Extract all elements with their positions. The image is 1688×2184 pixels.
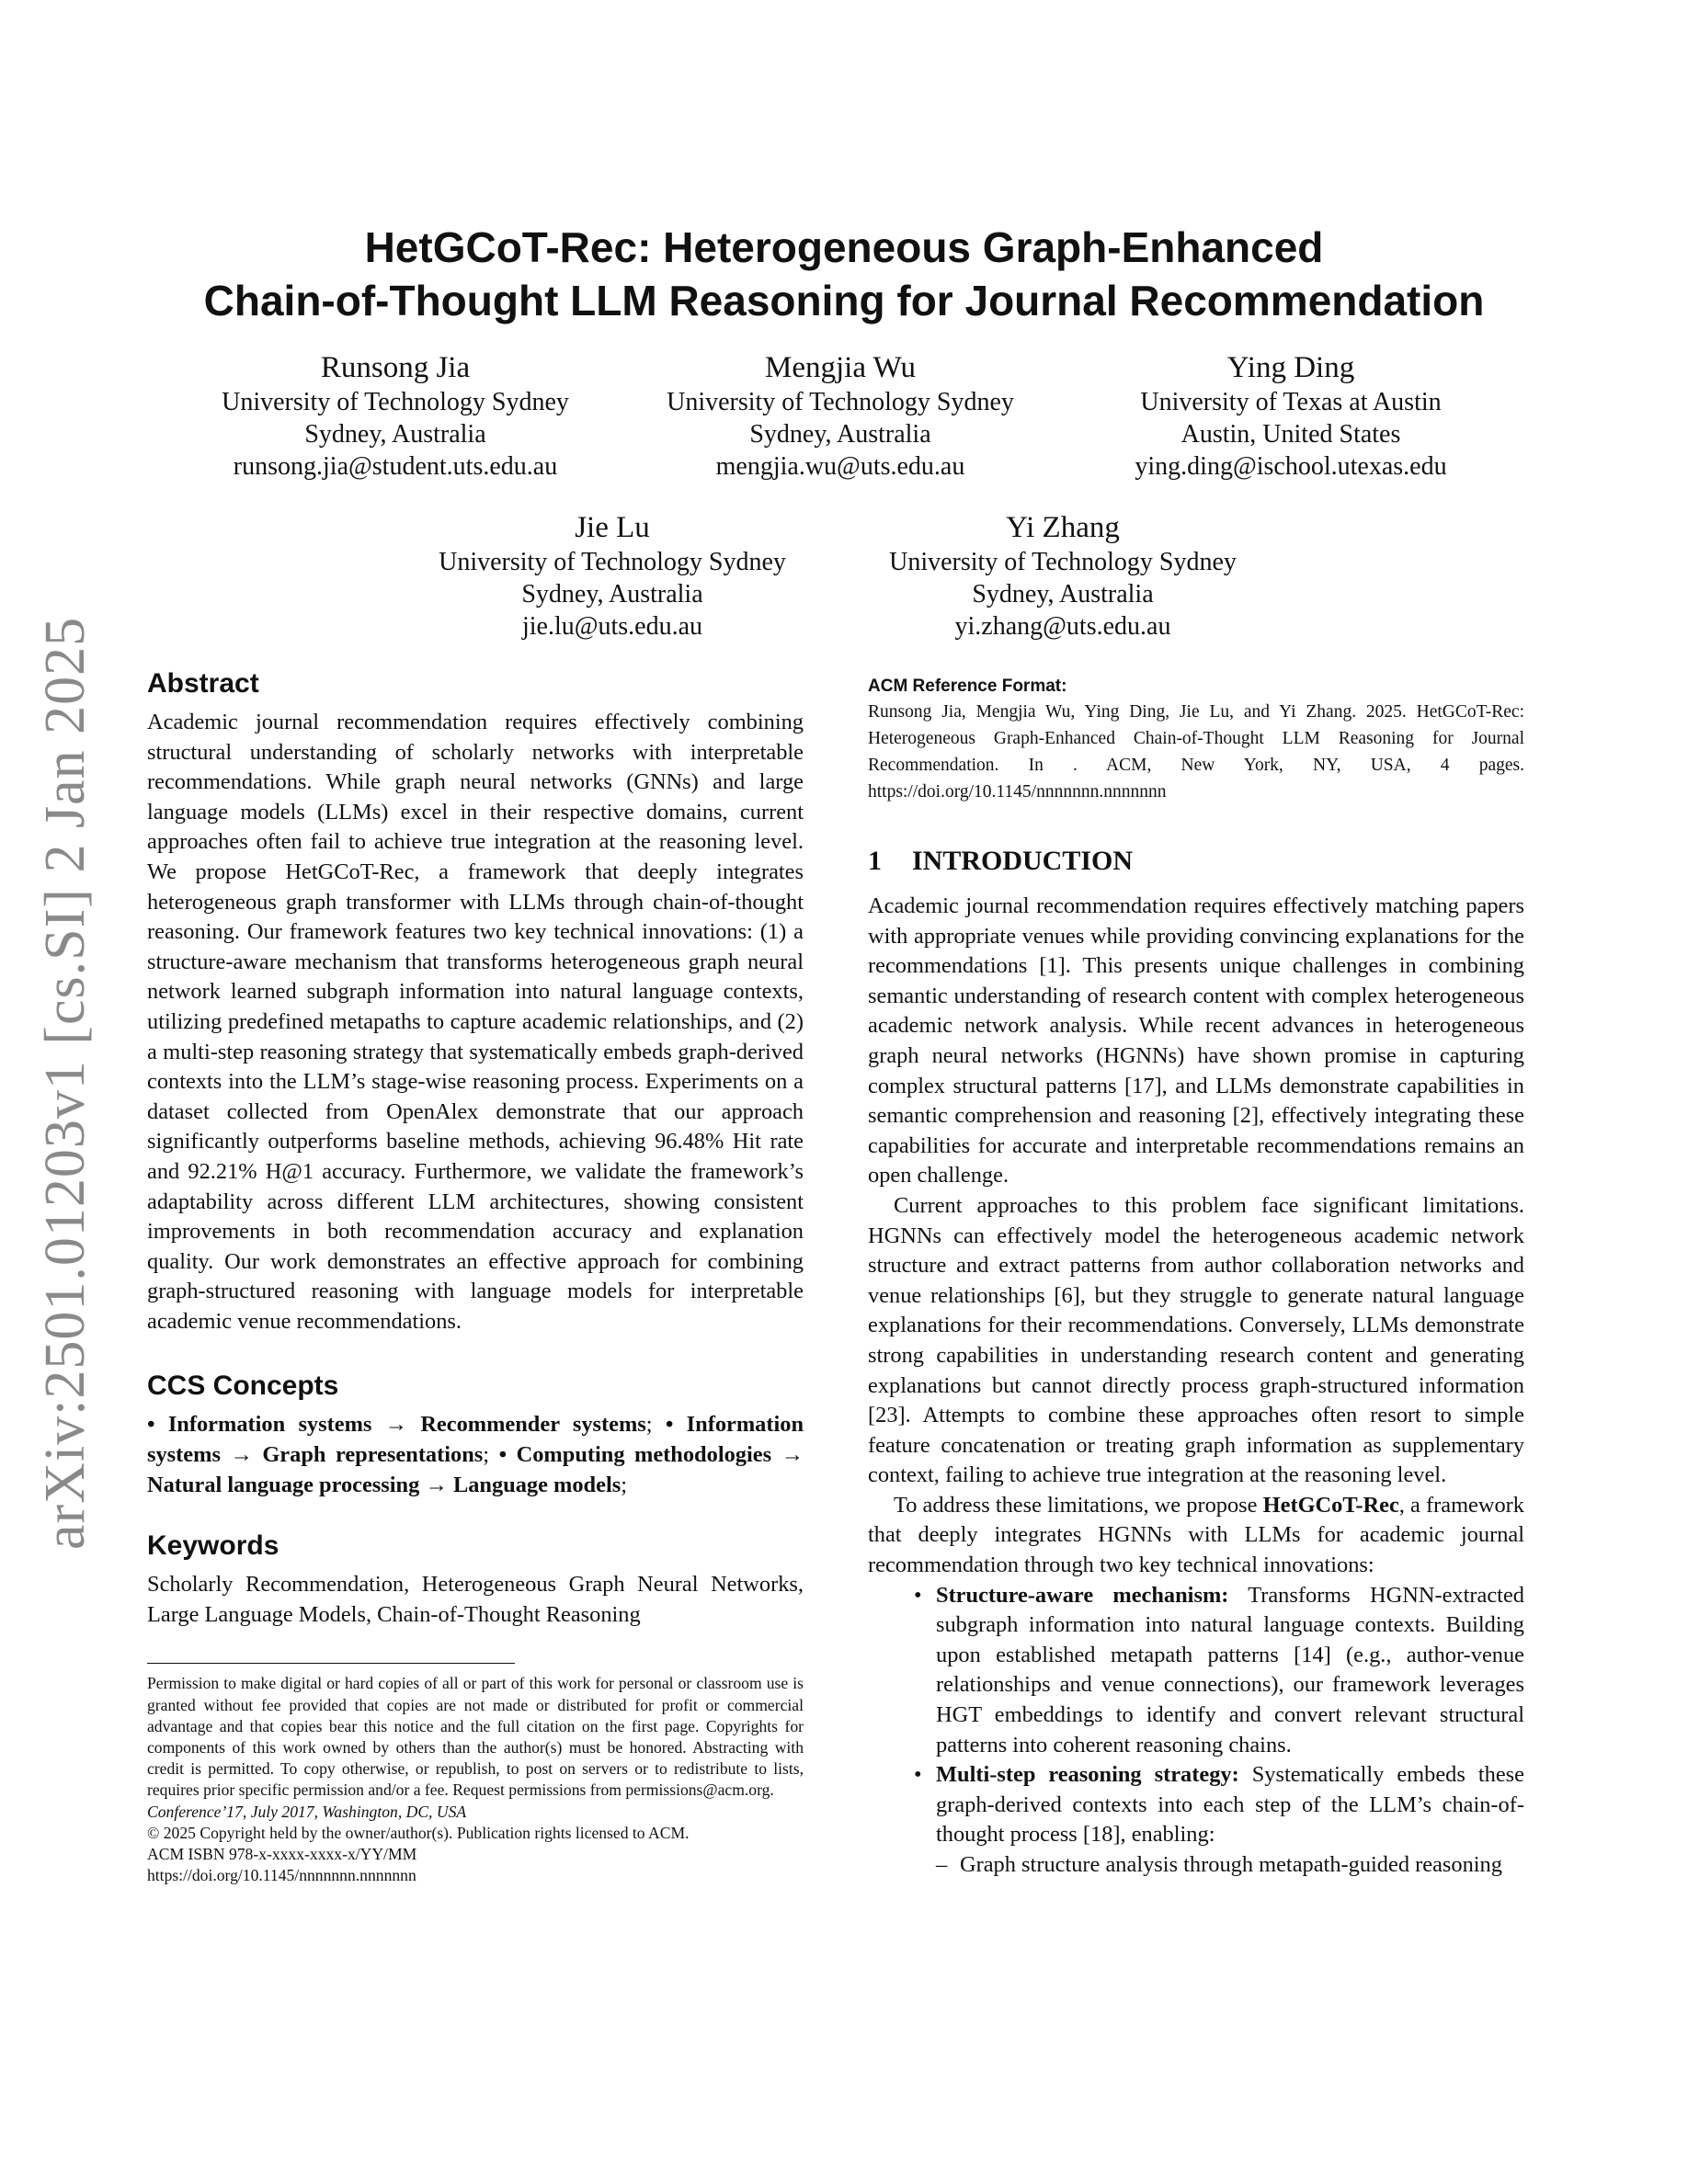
right-column — [868, 675, 1524, 1881]
ccs-concept: Computing methodologies — [516, 1442, 772, 1468]
list-item-text: Systematically embeds these graph-derived contexts into each step of the LLM’s chain-of-thought process [18], enabling: — [936, 1762, 1524, 1848]
section-number: 1 — [868, 846, 882, 876]
copyright-notice: © 2025 Copyright held by the owner/author(s). Publication rights licensed to ACM. — [147, 1823, 690, 1842]
ccs-bullet: • — [665, 1412, 674, 1438]
para-text: , a framework that deeply integrates HGNNs with LLMs for academic journal recommendation through two key technical innovations: — [868, 1492, 1524, 1578]
author-block-5 — [870, 509, 1256, 643]
ccs-separator: ; — [645, 1412, 653, 1438]
author-affiliation: University of Technology Sydney — [889, 548, 1237, 576]
ccs-concepts — [147, 1410, 804, 1500]
author-email: yi.zhang@uts.edu.au — [954, 612, 1171, 641]
ccs-concept: Information systems — [147, 1412, 804, 1468]
author-affiliation: University of Texas at Austin — [1140, 388, 1442, 416]
ccs-separator: ; — [483, 1442, 490, 1468]
title-line-1: HetGCoT-Rec: Heterogeneous Graph-Enhanced — [364, 223, 1324, 271]
para-text: To address these limitations, we propose — [894, 1492, 1263, 1518]
arxiv-identifier-stamp: arXiv:2501.01203v1 [cs.SI] 2 Jan 2025 — [34, 616, 97, 1550]
list-item-text: Transforms HGNN-extracted subgraph information into natural language contexts. Building upon established metapath patterns [14] (e.g., author-venue relationships and venue connections), our framework leverages HGT embeddings to identify and convert relevant structural patterns into coherent reasoning chains. — [936, 1582, 1524, 1757]
author-location: Sydney, Australia — [304, 420, 486, 449]
author-affiliation: University of Technology Sydney — [222, 388, 569, 416]
ccs-arrow: → — [384, 1412, 408, 1438]
author-block-1 — [202, 349, 588, 483]
author-email: jie.lu@uts.edu.au — [521, 612, 703, 641]
ccs-concept: Information systems — [167, 1412, 372, 1438]
ccs-concept: Recommender systems — [420, 1412, 646, 1438]
intro-paragraph-2: Current approaches to this problem face significant limitations. HGNNs can effectively model the heterogeneous academic network structure and extract patterns from author collaboration networks and venue relationships [6], but they struggle to generate natural language explanations for their recommendations. Conversely, LLMs demonstrate strong capabilities in understanding research content and generating explanations but cannot directly process graph-structured information [23]. Attempts to combine these approaches often resort to simple feature concatenation or treating graph information as supplementary context, failing to achieve true integration at the reasoning level. — [868, 1192, 1524, 1488]
ccs-heading: CCS Concepts — [147, 1371, 339, 1402]
ccs-concept: Graph representations — [262, 1442, 484, 1468]
ccs-separator: ; — [621, 1472, 627, 1497]
conference-info: Conference’17, July 2017, Washington, DC, USA — [147, 1802, 467, 1821]
doi-link[interactable]: https://doi.org/10.1145/nnnnnnn.nnnnnnn — [147, 1866, 416, 1885]
ccs-bullet: • — [498, 1442, 508, 1468]
section-title: INTRODUCTION — [912, 846, 1134, 876]
author-email: runsong.jia@student.uts.edu.au — [233, 452, 558, 481]
ccs-concept: Natural language processing — [147, 1472, 420, 1497]
author-location: Sydney, Australia — [972, 580, 1154, 609]
ccs-concept: Language models — [452, 1472, 622, 1497]
author-block-2 — [647, 349, 1033, 483]
innovations-list — [912, 1581, 1524, 1881]
dash-marker: – — [936, 1852, 948, 1877]
ccs-arrow: → — [781, 1442, 804, 1468]
author-name: Yi Zhang — [1006, 511, 1120, 544]
left-column — [147, 665, 804, 1886]
isbn: ACM ISBN 978-x-xxxx-xxxx-x/YY/MM — [147, 1845, 417, 1864]
author-name: Runsong Jia — [320, 351, 471, 384]
author-location: Austin, United States — [1180, 420, 1401, 449]
ccs-arrow: → — [425, 1472, 448, 1497]
author-location: Sydney, Australia — [749, 420, 931, 449]
framework-name: HetGCoT-Rec — [1262, 1492, 1399, 1518]
abstract-heading: Abstract — [147, 668, 259, 699]
author-location: Sydney, Australia — [521, 580, 703, 609]
author-block-3 — [1098, 349, 1484, 483]
keywords-text: Scholarly Recommendation, Heterogeneous Graph Neural Networks, Large Language Models, Chain-of-Thought Reasoning — [147, 1572, 804, 1627]
intro-paragraph-1: Academic journal recommendation requires effectively matching papers with appropriate venues while providing convincing explanations for the recommendations [1]. This presents unique challenges in combining semantic understanding of research content with complex heterogeneous academic network analysis. While recent advances in heterogeneous graph neural networks (HGNNs) have shown promise in capturing complex structural patterns [17], and LLMs demonstrate capabilities in semantic comprehension and reasoning [2], effectively integrating these capabilities for accurate and interpretable recommendations remains an open challenge. — [868, 893, 1524, 1189]
introduction-heading — [868, 844, 1524, 879]
sub-list-item — [936, 1850, 1524, 1881]
author-email: mengjia.wu@uts.edu.au — [715, 452, 965, 481]
abstract-text: Academic journal recommendation requires effectively combining structural understanding of scholarly networks with interpretable recommendations. While graph neural networks (GNNs) and large language models (LLMs) excel in their respective domains, current approaches often fail to achieve true integration at the reasoning level. We propose HetGCoT-Rec, a framework that deeply integrates heterogeneous graph transformer with LLMs through chain-of-thought reasoning. Our framework features two key technical innovations: (1) a structure-aware mechanism that transforms heterogeneous graph neural network learned subgraph information into natural language contexts, utilizing predefined metapaths to capture academic relationships, and (2) a multi-step reasoning strategy that systematically embeds graph-derived contexts into the LLM’s stage-wise reasoning process. Experiments on a dataset collected from OpenAlex demonstrate that our approach significantly outperforms baseline methods, achieving 96.48% Hit rate and 92.21% H@1 accuracy. Furthermore, we validate the framework’s adaptability across different LLM architectures, showing consistent improvements in both recommendation accuracy and explanation quality. Our work demonstrates an effective approach for combining graph-structured reasoning with language models for interpretable academic venue recommendations. — [147, 710, 804, 1334]
keywords-heading: Keywords — [147, 1530, 279, 1562]
acm-reference-text: Runsong Jia, Mengjia Wu, Ying Ding, Jie Lu, and Yi Zhang. 2025. HetGCoT-Rec: Heterogeneous Graph-Enhanced Chain-of-Thought LLM Reasoning for Journal Recommendation. In . ACM, New York, NY, USA, 4 pages. https://doi.org/10.1145/nnnnnnn.nnnnnnn — [868, 702, 1524, 802]
acm-reference-heading: ACM Reference Format: — [868, 677, 1067, 696]
author-email: ying.ding@ischool.utexas.edu — [1135, 452, 1447, 481]
author-name: Ying Ding — [1226, 351, 1355, 384]
author-name: Jie Lu — [575, 511, 650, 544]
permission-notice: Permission to make digital or hard copies of all or part of this work for personal or classroom use is granted without fee provided that copies are not made or distributed for profit or commercial advantage and that copies bear this notice and the full citation on the first page. Copyrights for components of this work owned by others than the author(s) must be honored. Abstracting with credit is permitted. To copy otherwise, or republish, to post on servers or to redistribute to lists, requires prior specific permission and/or a fee. Request permissions from permissions@acm.org. — [147, 1674, 804, 1800]
ccs-bullet: • — [147, 1412, 155, 1438]
list-item-label: Structure-aware mechanism: — [936, 1582, 1229, 1608]
sub-list-text: Graph structure analysis through metapath-guided reasoning — [960, 1852, 1502, 1877]
footnote-divider — [147, 1663, 515, 1664]
paper-title — [138, 221, 1550, 327]
list-item — [912, 1581, 1524, 1761]
author-affiliation: University of Technology Sydney — [667, 388, 1014, 416]
author-affiliation: University of Technology Sydney — [439, 548, 786, 576]
intro-paragraph-3 — [868, 1491, 1524, 1581]
list-item-label: Multi-step reasoning strategy: — [936, 1762, 1239, 1788]
author-block-4 — [419, 509, 805, 643]
list-item — [912, 1760, 1524, 1880]
ccs-arrow: → — [230, 1442, 253, 1468]
author-name: Mengjia Wu — [765, 351, 916, 384]
title-line-2: Chain-of-Thought LLM Reasoning for Journal Recommendation — [203, 277, 1485, 324]
